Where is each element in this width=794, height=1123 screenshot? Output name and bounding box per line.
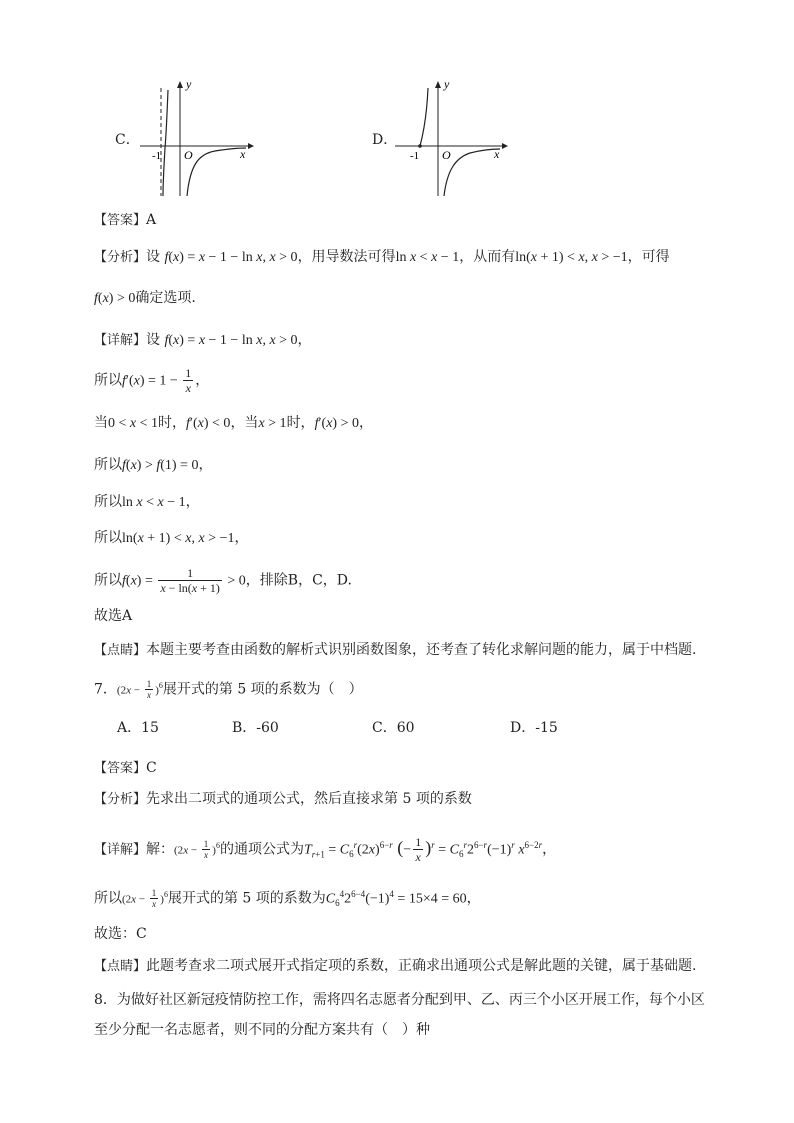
graph-d — [390, 76, 510, 200]
graph-c-tick: -1 — [152, 150, 162, 162]
graph-c-left-branch — [163, 90, 168, 196]
q6-detail-line7: 所以f(x) = $\frac{1}{x - \ln(x + 1)}$ > 0，排除B，C，D. — [94, 566, 352, 595]
detail-tag: 【详解】 — [94, 333, 147, 348]
graph-d-tick: -1 — [410, 150, 420, 162]
graph-c — [130, 76, 255, 200]
q6-analysis-line2: f(x) > 0确定选项. — [94, 290, 196, 306]
q8-stem-line1: 8．为做好社区新冠疫情防控工作，需将四名志愿者分配到甲、乙、丙三个小区开展工作，每个小区 — [94, 992, 705, 1008]
q7-comment: 【点睛】此题考查求二项式展开式指定项的系数，正确求出通项公式是解此题的关键，属于基础题. — [94, 958, 697, 974]
analysis-tag: 【分析】 — [94, 792, 147, 807]
option-d-label: D． — [372, 132, 398, 148]
q6-detail-line1: 【详解】设 f(x) = x − 1 − ln x, x > 0， — [94, 332, 312, 348]
q6-detail-line6: 所以ln(x + 1) < x, x > −1， — [94, 530, 249, 546]
answer-tag: 【答案】 — [94, 761, 147, 776]
graph-d-right-branch — [444, 149, 500, 196]
graph-d-y-label: y — [444, 77, 450, 91]
graph-d-left-branch — [420, 88, 428, 146]
q6-detail-line3: 当0 < x < 1时，f′(x) < 0，当x > 1时，f′(x) > 0， — [94, 415, 373, 431]
question-number: 7． — [94, 681, 117, 698]
option-c-label: C． — [115, 132, 140, 148]
q6-answer — [94, 210, 156, 231]
answer-tag: 【答案】 — [94, 213, 147, 228]
q7-option-a[interactable]: A．15 — [117, 720, 159, 736]
graph-c-y-label: y — [186, 77, 192, 91]
answer-value: C — [146, 760, 157, 776]
detail-tag: 【详解】 — [94, 842, 147, 858]
q7-answer — [94, 758, 157, 779]
q6-detail-line5: 所以ln x < x − 1， — [94, 494, 200, 510]
q6-conclusion: 故选A — [94, 608, 133, 624]
answer-value: A — [146, 212, 157, 228]
comment-tag: 【点睛】 — [94, 959, 147, 974]
graph-d-x-label: x — [494, 147, 500, 161]
q6-detail-line4: 所以f(x) > f(1) = 0， — [94, 457, 213, 473]
q7-detail-line1: 【详解】解：(2x − $\frac{1}{x}$ )$^6$的通项公式为$T_{r+1} = C_6^r(2x)^{6-r}$ (− $\frac{1}{x}$ )$^r = C_6^r2^{6-r}(-1)^r$ $x^{6-2r}$， — [94, 835, 557, 865]
graph-c-right-branch — [187, 148, 246, 196]
graph-c-x-label: x — [240, 147, 246, 161]
graph-d-origin: O — [442, 148, 451, 162]
q6-analysis-line1: 【分析】设 f(x) = x − 1 − ln x, x > 0，用导数法可得ln x < x − 1，从而有ln(x + 1) < x, x > −1，可得 — [94, 249, 670, 265]
q7-detail-line2: 所以(2x − $\frac{1}{x}$ )$^6$展开式的第 5 项的系数为$C_6^42^{6-4}(-1)^4 = 15\times 4 = 60$， — [94, 888, 481, 910]
q8-stem-line2: 至少分配一名志愿者，则不同的分配方案共有（ ）种 — [94, 1022, 430, 1038]
question-number: 8． — [94, 992, 117, 1008]
q7-option-b[interactable]: B．-60 — [232, 720, 279, 736]
q7-option-c[interactable]: C．60 — [372, 720, 415, 736]
q7-stem: 7．(2x − $\frac{1}{x}$ )$^6$展开式的第 5 项的系数为（ ） — [94, 679, 363, 701]
q7-conclusion: 故选：C — [94, 926, 147, 942]
q6-detail-line2: 所以f′(x) = 1 − $\frac{1}{x}$ ， — [94, 366, 210, 395]
analysis-tag: 【分析】 — [94, 250, 147, 265]
comment-tag: 【点睛】 — [94, 643, 147, 658]
q6-comment: 【点睛】本题主要考查由函数的解析式识别函数图象，还考查了转化求解问题的能力，属于中档题. — [94, 642, 697, 658]
q7-option-d[interactable]: D．-15 — [510, 720, 558, 736]
q7-analysis: 【分析】先求出二项式的通项公式，然后直接求第 5 项的系数 — [94, 791, 472, 807]
graph-c-origin: O — [184, 148, 193, 162]
